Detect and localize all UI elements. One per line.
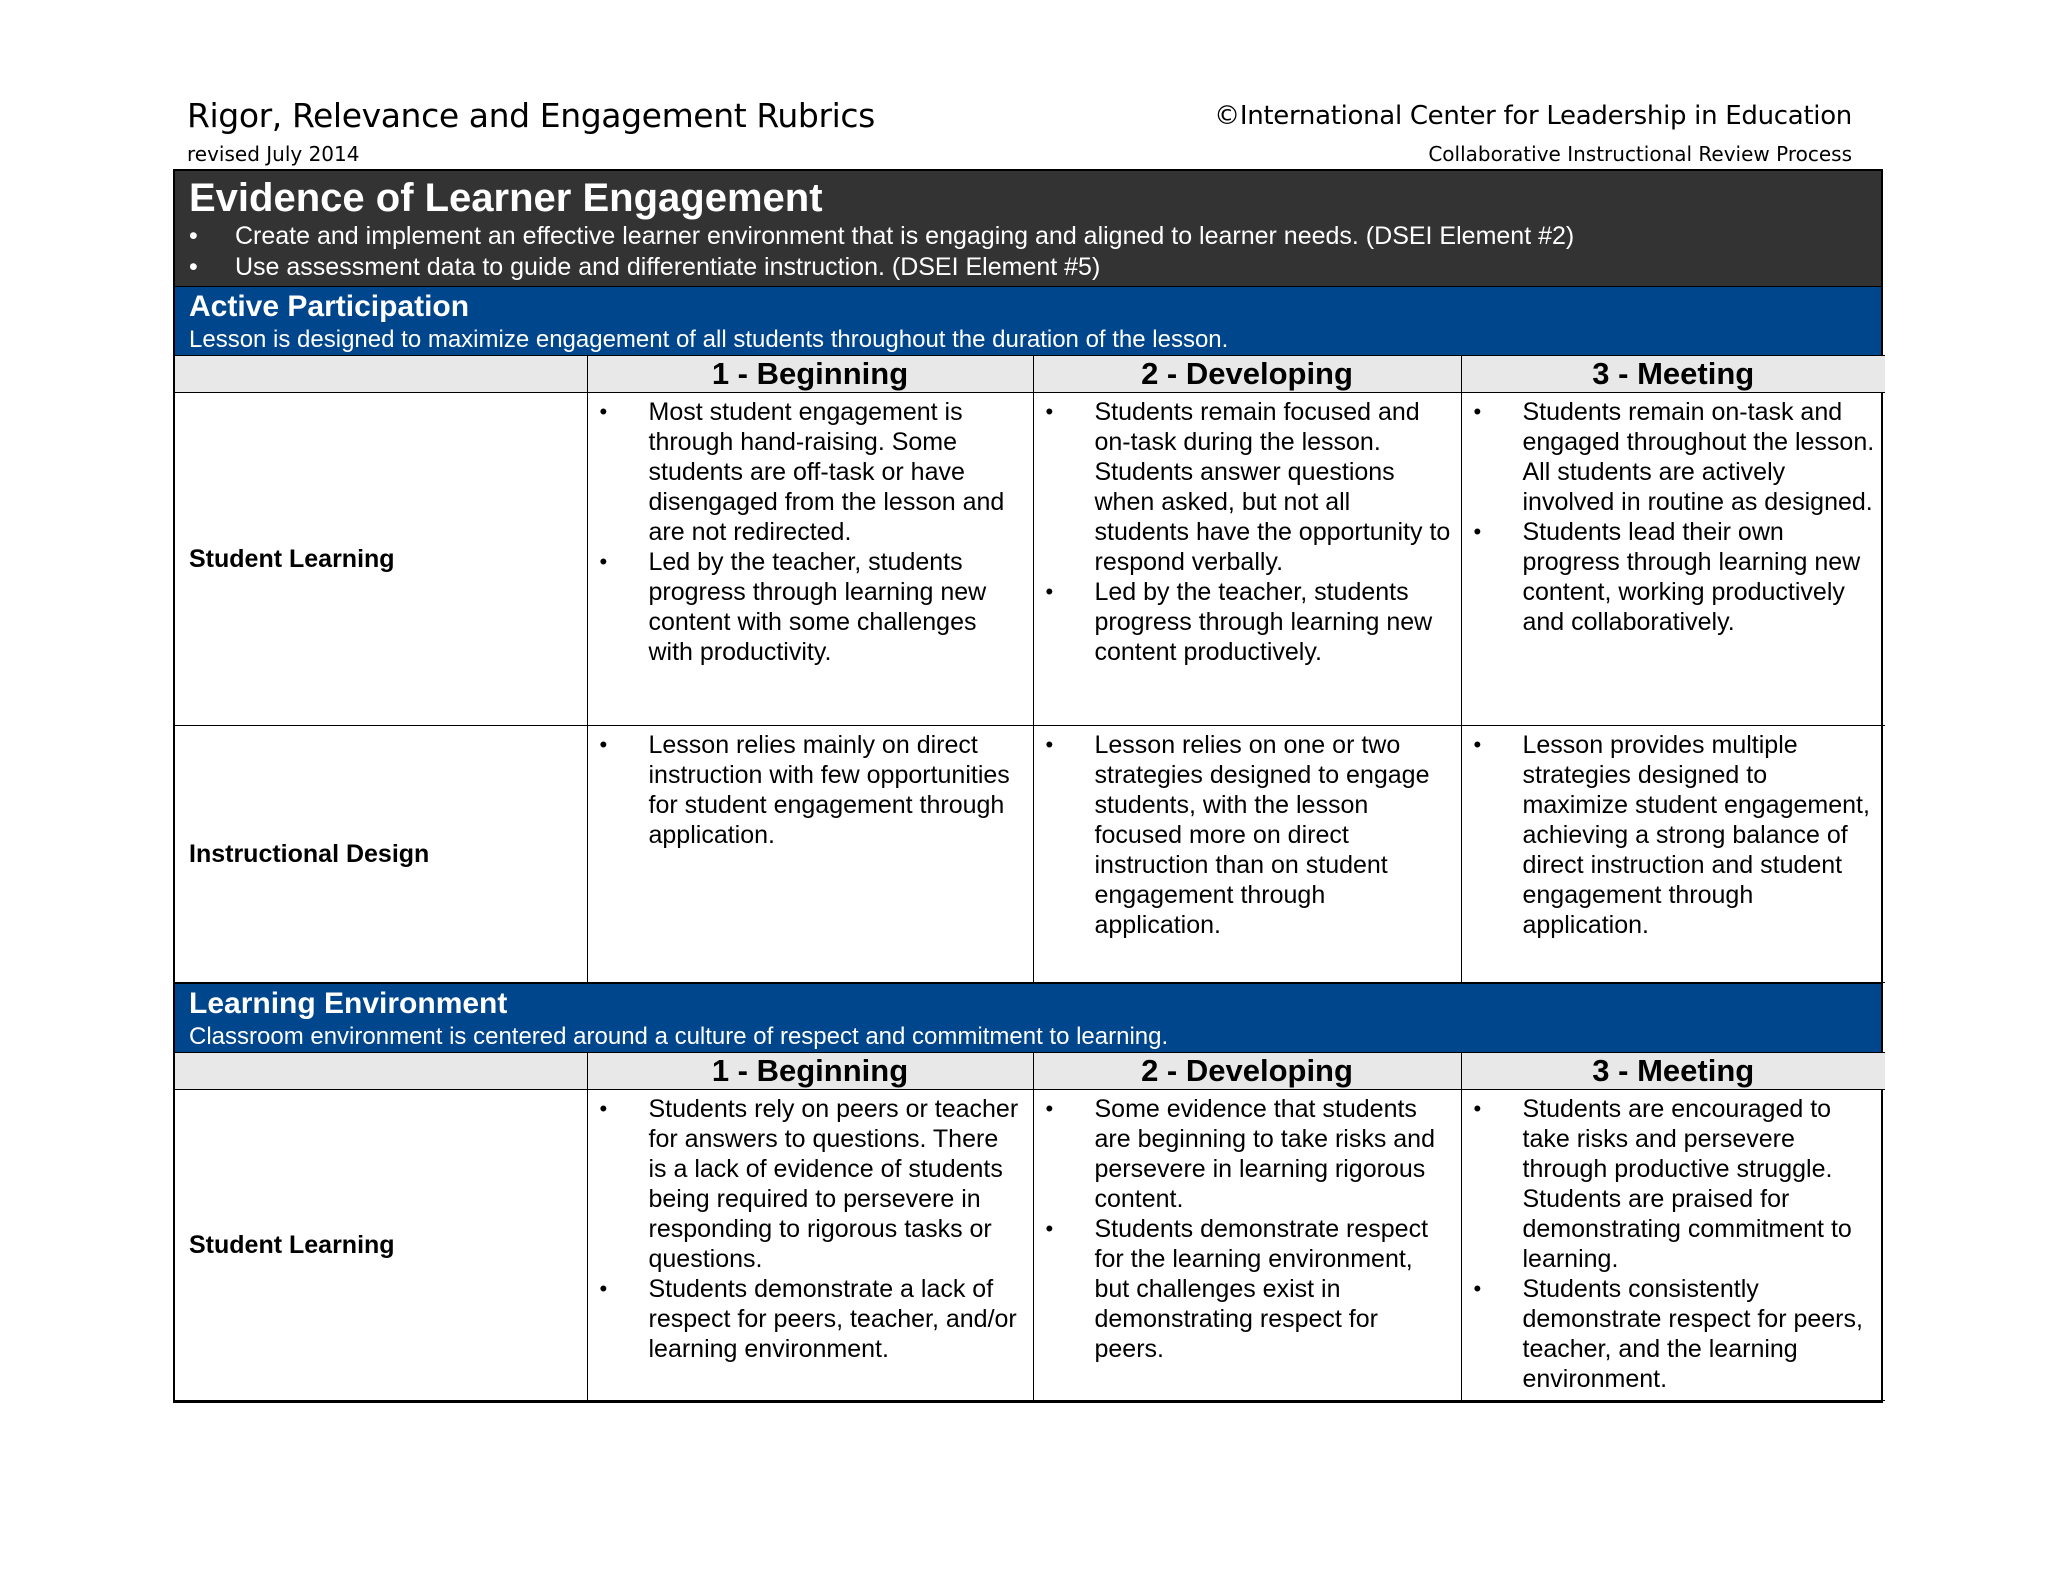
rubric-cell: [587, 393, 1033, 726]
criterion-item: • Some evidence that students are beginning to take risks and persevere in learning rigorous content.: [1034, 1094, 1451, 1214]
goal-item: • Create and implement an effective learner environment that is engaging and aligned to learner needs. (DSEI Element #2): [189, 221, 1867, 252]
copyright-notice: ©International Center for Leadership in Education: [1214, 101, 1852, 131]
rubric-row: [175, 393, 1885, 726]
goal-item: • Use assessment data to guide and differentiate instruction. (DSEI Element #5): [189, 252, 1867, 283]
criterion-item: • Led by the teacher, students progress through learning new content productively.: [1034, 577, 1451, 667]
revision-date: revised July 2014: [187, 142, 360, 166]
criterion-item: • Students remain on-task and engaged throughout the lesson. All students are actively involved in routine as designed.: [1462, 397, 1876, 517]
level-header: 1 - Beginning: [587, 356, 1033, 393]
rubric-banner: [175, 171, 1881, 286]
rubric-row: [175, 726, 1885, 983]
criterion-item: • Lesson relies on one or two strategies designed to engage students, with the lesson focused more on direct instruction than on student engagement through application.: [1034, 730, 1451, 940]
level-header: 3 - Meeting: [1461, 1053, 1885, 1090]
criterion-item: • Students are encouraged to take risks and persevere through productive struggle. Students are praised for demonstrating commitment to learning.: [1462, 1094, 1876, 1274]
rubric-cell: [1033, 726, 1461, 983]
criterion-item: • Students demonstrate respect for the learning environment, but challenges exist in demonstrating respect for peers.: [1034, 1214, 1451, 1364]
rubric-cell: [1461, 1090, 1885, 1401]
criterion-item: • Students rely on peers or teacher for answers to questions. There is a lack of evidence of students being required to persevere in responding to rigorous tasks or questions.: [588, 1094, 1023, 1274]
row-label: Instructional Design: [175, 726, 587, 983]
level-header-row: [175, 356, 1885, 393]
goal-list: [189, 221, 1867, 283]
section-description: Classroom environment is centered around a culture of respect and commitment to learning.: [189, 1023, 1169, 1050]
section-title: Learning Environment: [189, 987, 508, 1020]
page-header: [187, 96, 1852, 168]
document-title: Rigor, Relevance and Engagement Rubrics: [187, 96, 875, 135]
criterion-item: • Most student engagement is through hand-raising. Some students are off-task or have disengaged from the lesson and are not redirected.: [588, 397, 1023, 547]
rubric-title: Evidence of Learner Engagement: [189, 176, 823, 220]
rubric-row: [175, 1090, 1885, 1401]
criterion-item: • Lesson provides multiple strategies designed to maximize student engagement, achieving a strong balance of direct instruction and student engagement through application.: [1462, 730, 1876, 940]
row-label: Student Learning: [175, 1090, 587, 1401]
level-header: 3 - Meeting: [1461, 356, 1885, 393]
rubric-cell: [587, 1090, 1033, 1401]
rubric-cell: [1033, 1090, 1461, 1401]
section-grid-learning-environment: [175, 1052, 1885, 1401]
level-header: 2 - Developing: [1033, 1053, 1461, 1090]
level-header: 1 - Beginning: [587, 1053, 1033, 1090]
criterion-item: • Students consistently demonstrate respect for peers, teacher, and the learning environment.: [1462, 1274, 1876, 1394]
corner-cell: [175, 1053, 587, 1090]
process-name: Collaborative Instructional Review Process: [1428, 142, 1852, 166]
row-label: Student Learning: [175, 393, 587, 726]
corner-cell: [175, 356, 587, 393]
criterion-item: • Students remain focused and on-task during the lesson. Students answer questions when asked, but not all students have the opportunity to respond verbally.: [1034, 397, 1451, 577]
rubric-table: [173, 169, 1883, 1403]
criterion-item: • Lesson relies mainly on direct instruction with few opportunities for student engagement through application.: [588, 730, 1023, 850]
rubric-cell: [1461, 726, 1885, 983]
criterion-item: • Students lead their own progress through learning new content, working productively and collaboratively.: [1462, 517, 1876, 637]
rubric-cell: [1461, 393, 1885, 726]
section-header-active-participation: [175, 286, 1881, 355]
rubric-cell: [1033, 393, 1461, 726]
rubric-cell: [587, 726, 1033, 983]
section-title: Active Participation: [189, 290, 470, 323]
level-header: 2 - Developing: [1033, 356, 1461, 393]
section-description: Lesson is designed to maximize engagement of all students throughout the duration of the lesson.: [189, 326, 1229, 353]
section-header-learning-environment: [175, 983, 1881, 1052]
section-grid-active-participation: [175, 355, 1885, 983]
criterion-item: • Students demonstrate a lack of respect for peers, teacher, and/or learning environment.: [588, 1274, 1023, 1364]
criterion-item: • Led by the teacher, students progress through learning new content with some challenges with productivity.: [588, 547, 1023, 667]
level-header-row: [175, 1053, 1885, 1090]
